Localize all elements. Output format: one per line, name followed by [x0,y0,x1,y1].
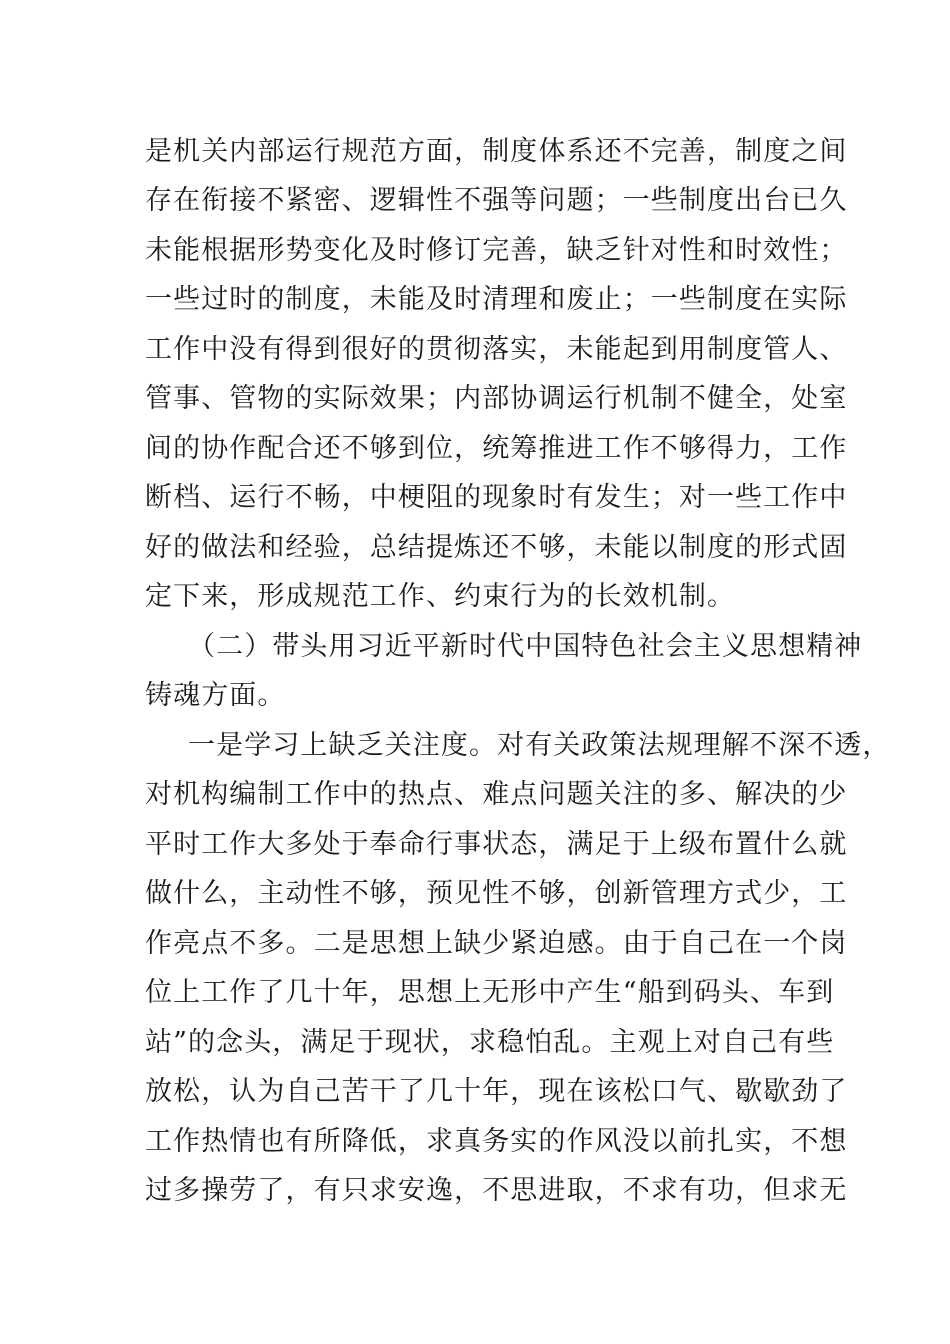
section-heading: （二）带头用习近平新时代中国特色社会主义思想精神 [188,631,863,662]
text-line-19: 站”的念头，满足于现状，求稳怕乱。主观上对自己有些 [145,1027,835,1058]
text-line-14: 对机构编制工作中的热点、难点问题关注的多、解决的少 [145,779,848,810]
text-line-20: 放松，认为自己苦干了几十年，现在该松口气、歇歇劲了 [145,1076,848,1107]
text-line-15: 平时工作大多处于奉命行事状态，满足于上级布置什么就 [145,829,848,860]
section-heading-continued: 铸魂方面。 [145,680,286,711]
text-line-3: 未能根据形势变化及时修订完善，缺乏针对性和时效性； [145,235,848,266]
text-line-8: 断档、运行不畅，中梗阻的现象时有发生；对一些工作中 [145,482,848,513]
text-line-7: 间的协作配合还不够到位，统筹推进工作不够得力，工作 [145,433,848,464]
text-line-4: 一些过时的制度，未能及时清理和废止；一些制度在实际 [145,284,848,315]
text-line-6: 管事、管物的实际效果；内部协调运行机制不健全，处室 [145,383,848,414]
text-line-17: 作亮点不多。二是思想上缺少紧迫感。由于自己在一个岗 [145,928,848,959]
text-line-13: 一是学习上缺乏关注度。对有关政策法规理解不深不透， [188,730,891,761]
text-line-22: 过多操劳了，有只求安逸，不思进取，不求有功，但求无 [145,1175,848,1206]
text-line-1: 是机关内部运行规范方面，制度体系还不完善，制度之间 [145,136,848,167]
text-line-18: 位上工作了几十年，思想上无形中产生“船到码头、车到 [145,977,835,1008]
text-line-9: 好的做法和经验，总结提炼还不够，未能以制度的形式固 [145,532,848,563]
text-line-2: 存在衔接不紧密、逻辑性不强等问题；一些制度出台已久 [145,185,848,216]
text-line-16: 做什么，主动性不够，预见性不够，创新管理方式少，工 [145,878,848,909]
text-line-21: 工作热情也有所降低，求真务实的作风没以前扎实，不想 [145,1126,848,1157]
text-line-10: 定下来，形成规范工作、约束行为的长效机制。 [145,581,736,612]
text-line-5: 工作中没有得到很好的贯彻落实，未能起到用制度管人、 [145,334,848,365]
